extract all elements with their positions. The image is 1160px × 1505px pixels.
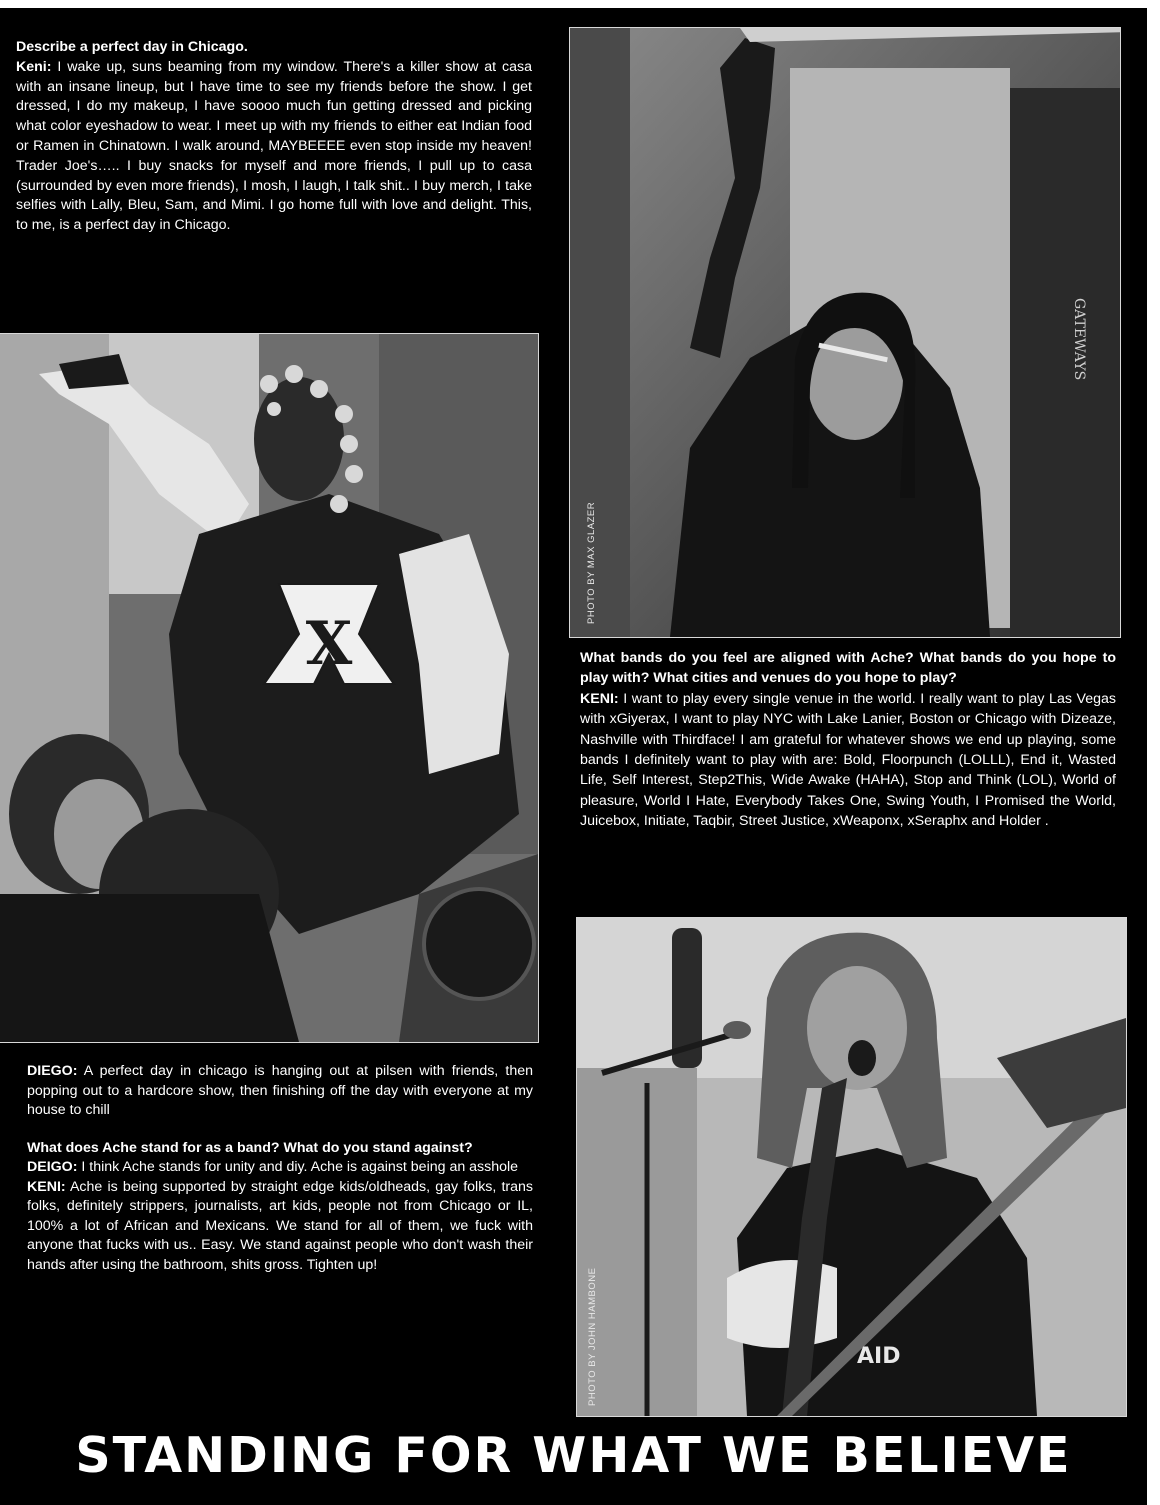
speaker-keni: KENI: xyxy=(27,1178,66,1195)
interview-block-top xyxy=(16,38,532,236)
wall-sign-text: GATEWAYS xyxy=(1071,298,1087,381)
jacket-letter: X xyxy=(305,609,353,679)
interview-block-right xyxy=(580,648,1116,832)
speaker-diego: DIEGO: xyxy=(27,1063,78,1079)
photo-singer-raised-arm xyxy=(569,27,1121,638)
photo-vocalist-varsity-jacket-image xyxy=(0,334,538,1042)
photo-credit-max-glazer: PHOTO BY MAX GLAZER xyxy=(586,501,597,624)
question-ache-stands-for: What does Ache stand for as a band? What do you stand against? xyxy=(27,1139,473,1156)
photo-vocalist-varsity-jacket xyxy=(0,333,539,1043)
photo-credit-john-hambone: PHOTO BY JOHN HAMBONE xyxy=(587,1267,598,1406)
photo-guitarist-singing-image xyxy=(577,918,1126,1416)
photo-singer-raised-arm-image xyxy=(570,28,1120,637)
speaker-keni: Keni: xyxy=(16,58,52,75)
answer-diego-perfect-day: A perfect day in chicago is hanging out at pilsen with friends, then popping out to a hardcore show, then finishing off the day with everyone at my house to chill xyxy=(27,1063,533,1118)
photo-guitarist-singing xyxy=(576,917,1127,1417)
question-perfect-day: Describe a perfect day in Chicago. xyxy=(16,39,248,55)
answer-keni-bands: I want to play every single venue in the world. I really want to play Las Vegas with xGiyerax, I want to play NYC with Lake Lanier, Boston or Chicago with Dizeaze, Nashville with Thirdface! I am grateful for whatever shows we end up playing, some bands I definitely want to play with are: Bold, Floorpunch (LOLLL), End it, Wasted Life, Self Interest, Step2This, Wide Awake (HAHA), Stop and Think (LOL), World of pleasure, World I Hate, Everybody Takes One, Swing Youth, I Promised the World, Juicebox, Initiate, Taqbir, Street Justice, xWeaponx, xSeraphx and Holder . xyxy=(580,690,1116,830)
page-headline: STANDING FOR WHAT WE BELIEVE xyxy=(75,1427,1072,1484)
question-bands-aligned: What bands do you feel are aligned with Ache? What bands do you hope to play with? What cities and venues do you hope to play? xyxy=(580,650,1116,687)
speaker-deigo: DEIGO: xyxy=(27,1159,78,1175)
answer-keni-stand: Ache is being supported by straight edge kids/oldheads, gay folks, trans folks, definitely strippers, journalists, art kids, people not from Chicago or IL, 100% a lot of African and Mexicans. We stand for all of them, we fuck with anyone that fucks with us.. Easy. We stand against people who don't wash their hands after using the bathroom, shits gross. Tighten up! xyxy=(27,1178,533,1273)
shirt-text: AID xyxy=(857,1344,901,1369)
magazine-page xyxy=(0,8,1147,1505)
answer-deigo-stand: I think Ache stands for unity and diy. Ache is against being an asshole xyxy=(77,1159,519,1175)
answer-keni-perfect-day: I wake up, suns beaming from my window. There's a killer show at casa with an insane lineup, but I have time to see my friends before the show. I get dressed, I do my makeup, I have soooo much fun getting dressed and picking what color eyeshadow to wear. I meet up with my friends to either eat Indian food or Ramen in Chinatown. I walk around, MAYBEEEE even stop inside my heaven! Trader Joe's….. I buy snacks for myself and more friends, I pull up to casa (surrounded by even more friends), I mosh, I laugh, I talk shit.. I buy merch, I take selfies with Lally, Bleu, Sam, and Mimi. I go home full with love and delight. This, to me, is a perfect day in Chicago. xyxy=(16,58,532,234)
speaker-keni: KENI: xyxy=(580,690,619,707)
interview-block-bottom xyxy=(27,1062,533,1275)
